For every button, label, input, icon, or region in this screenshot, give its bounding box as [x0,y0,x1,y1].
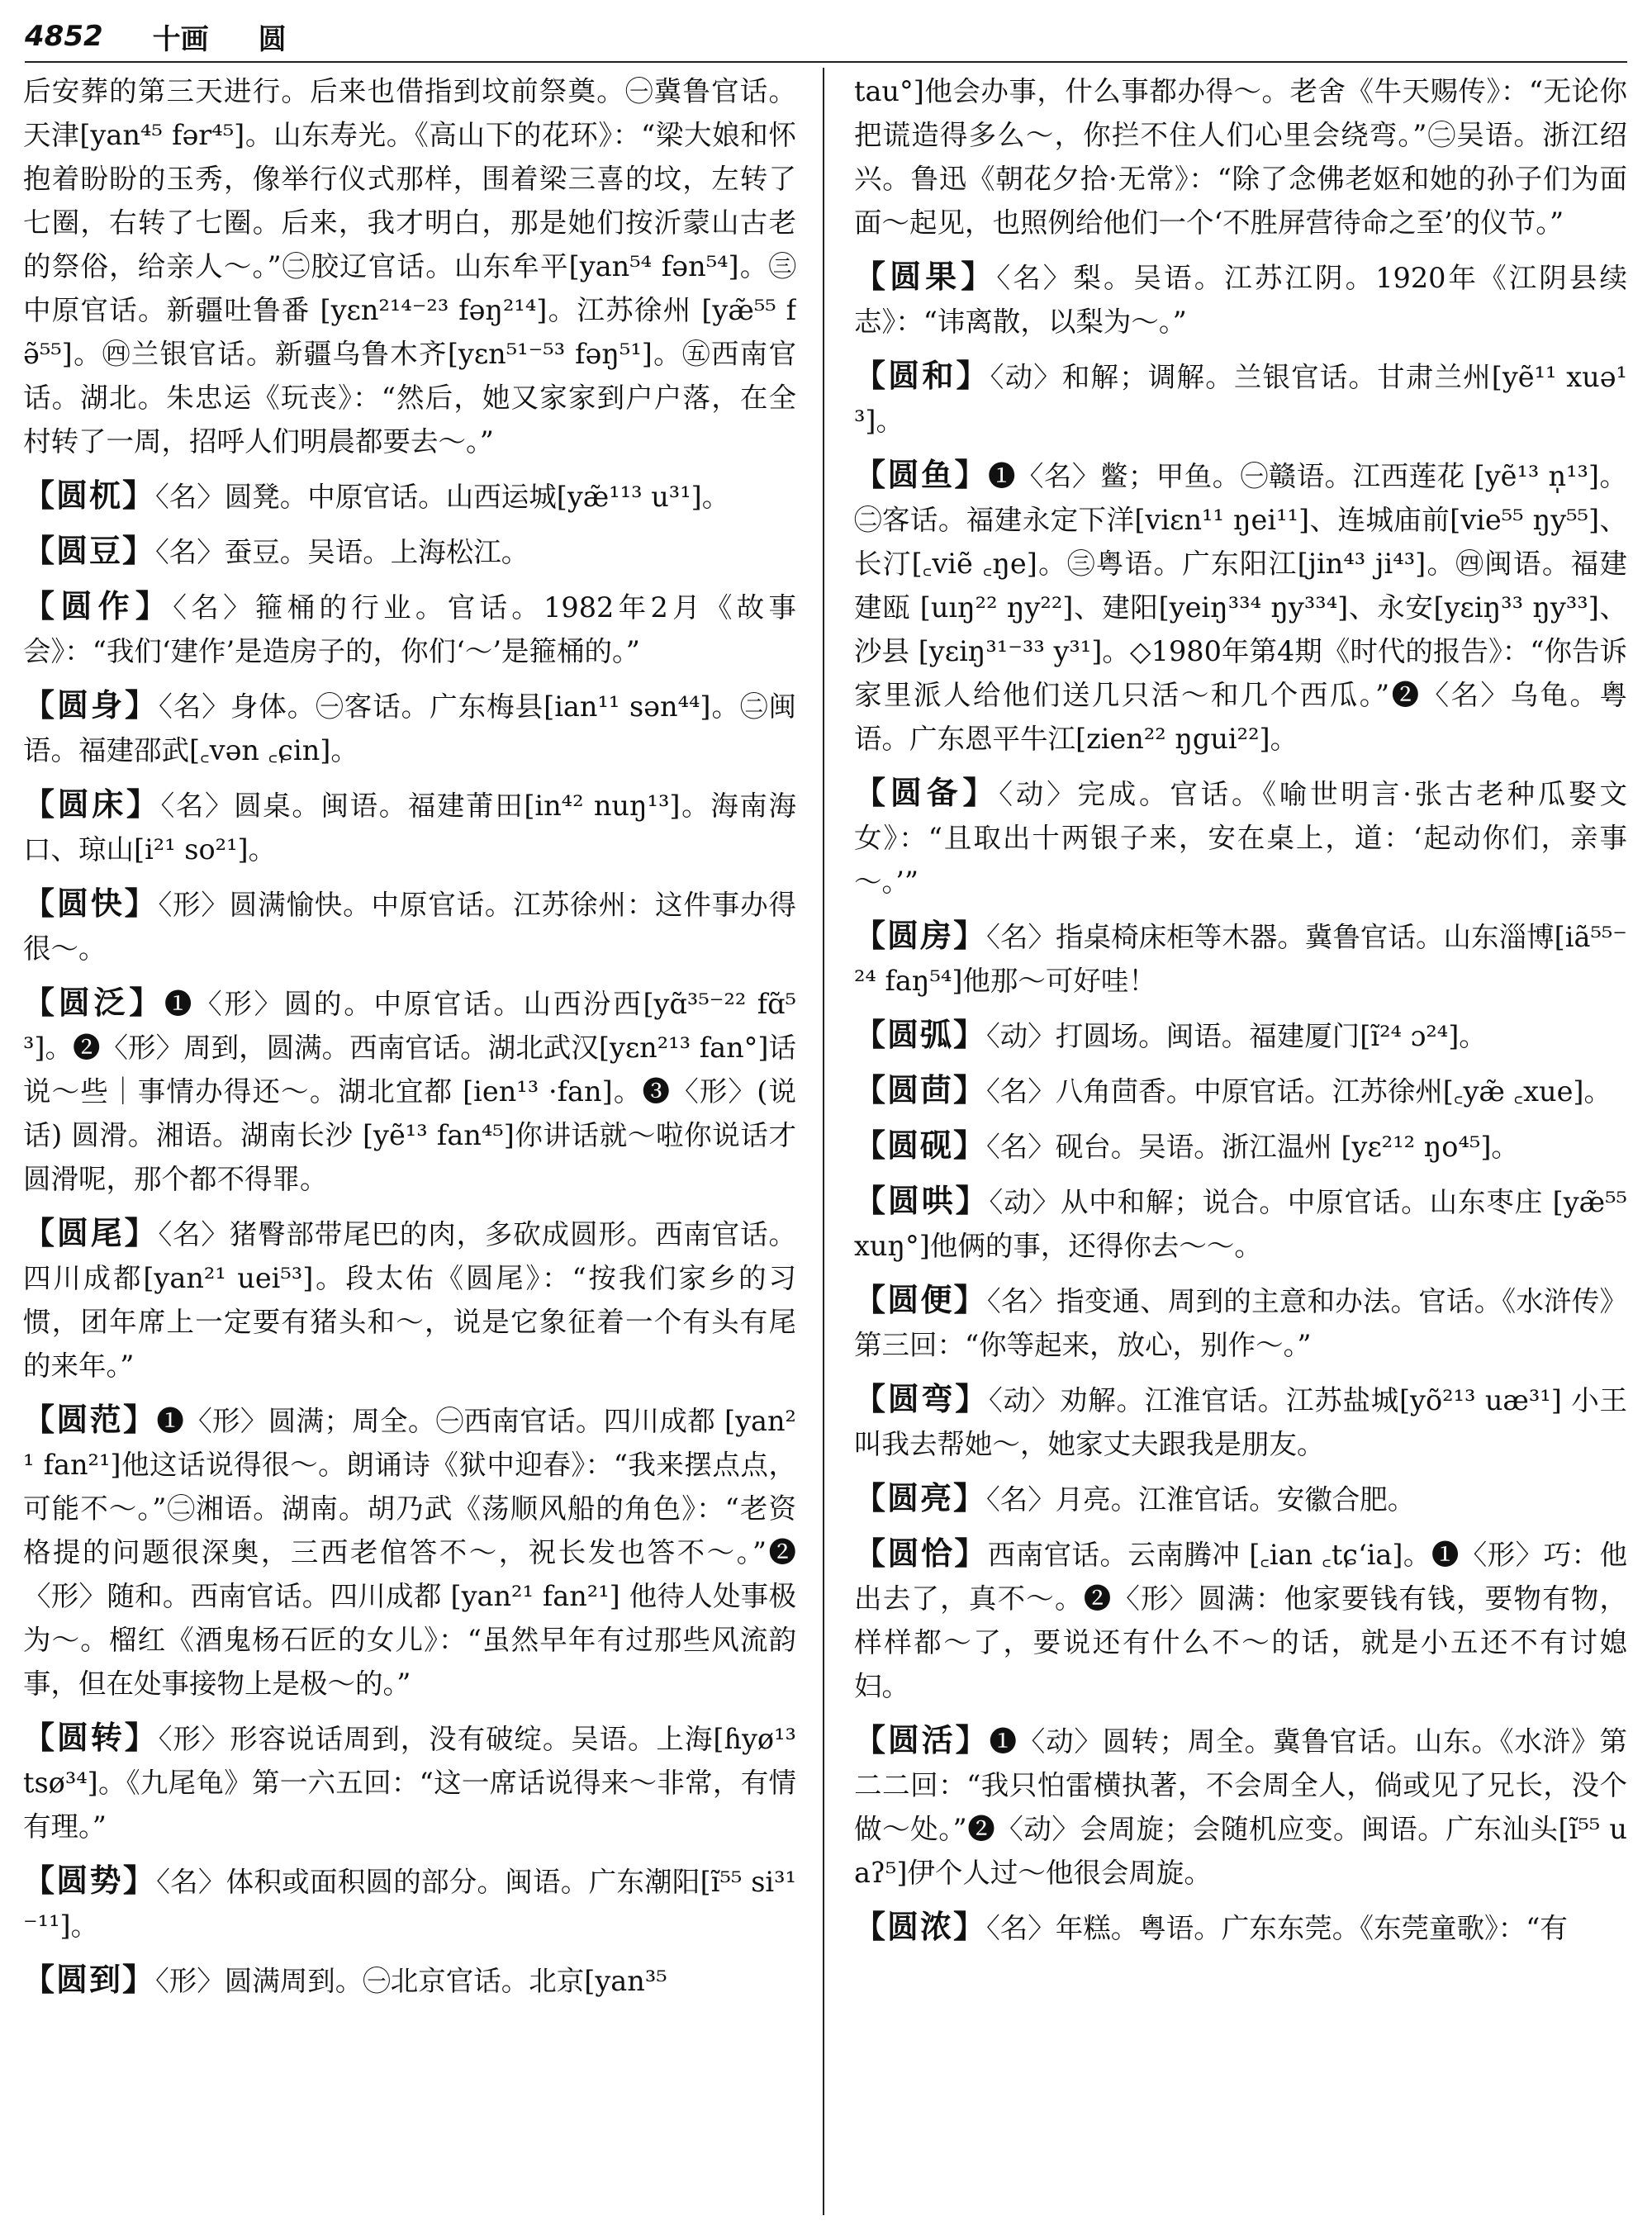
entry-definition: 〈名〉身体。㊀客话。广东梅县[ian¹¹ sən⁴⁴]。㊁闽语。福建邵武[꜀vən ꜀ɕin]。 [23,690,796,766]
dictionary-entry [854,453,1627,761]
entry-headword: 【圆弯】 [854,1380,989,1417]
entry-definition: 〈名〉圆凳。中原官话。山西运城[yæ̃¹¹³ u³¹]。 [155,481,730,513]
entry-definition: 〈名〉箍桶的行业。官话。1982年2月《故事会》：“我们‘建作’是造房子的，你们‘～’是箍桶的。” [23,591,796,667]
dictionary-entry [854,1278,1627,1367]
dictionary-entry [854,353,1627,443]
entry-definition: 〈名〉指桌椅床柜等木器。冀鲁官话。山东淄博[iã⁵⁵⁻²⁴ faŋ⁵⁴]他那～可好哇！ [854,921,1627,997]
dictionary-entry [23,782,796,871]
entry-definition: ❶〈动〉圆转；周全。冀鲁官话。山东。《水浒》第二二回：“我只怕雷横执著，不会周全人，倘或见了兄长，没个做～处。”❷〈动〉会周旋；会随机应变。闽语。广东汕头[ĩ⁵⁵ uaʔ⁵]伊个人过～他很会周旋。 [854,1725,1627,1889]
entry-definition: 〈形〉形容说话周到，没有破绽。吴语。上海[ɦyø¹³ tsø³⁴]。《九尾龟》第一六五回：“这一席话说得来～非常，有情有理。” [23,1723,796,1843]
dictionary-entry [23,1397,796,1706]
dictionary-entry [854,1718,1627,1895]
dictionary-entry [23,1715,796,1848]
headword-character: 圆 [258,22,287,56]
entry-definition: 〈名〉猪臀部带尾巴的肉，多砍成圆形。西南官话。四川成都[yan²¹ uei⁵³]。段太佑《圆尾》：“按我们家乡的习惯，团年席上一定要有猪头和～，说是它象征着一个有头有尾的来年。” [23,1218,796,1382]
entry-headword: 【圆便】 [854,1281,987,1318]
entry-headword: 【圆茴】 [854,1071,987,1108]
entry-definition: 〈名〉指变通、周到的主意和办法。官话。《水浒传》第三回：“你等起来，放心，别作～。” [854,1285,1627,1361]
entry-definition: 〈名〉梨。吴语。江苏江阴。1920年《江阴县续志》：“讳离散，以梨为～。” [854,262,1627,338]
entry-definition: 〈动〉从中和解；说合。中原官话。山东枣庄 [yæ̃⁵⁵ xuŋ°]他俩的事，还得你去～～。 [854,1186,1627,1262]
entry-headword: 【圆泛】 [23,984,164,1021]
entry-headword: 【圆豆】 [23,532,156,569]
dictionary-entry [854,1905,1627,1950]
dictionary-entry [23,980,796,1201]
right-column [854,69,1627,2217]
entry-definition: 〈动〉完成。官话。《喻世明言·张古老种瓜娶文女》：“且取出十两银子来，安在桌上，道：‘起动你们，亲事～。’” [854,778,1627,898]
entry-headword: 【圆到】 [23,1961,156,1998]
entry-headword: 【圆恰】 [854,1535,988,1572]
entry-definition: ❶〈名〉鳖；甲鱼。㊀赣语。江西莲花 [yẽ¹³ n̩¹³]。㊁客话。福建永定下洋[viɛn¹¹ ŋei¹¹]、连城庙前[vie⁵⁵ ŋy⁵⁵]、长汀[꜀viẽ ꜀ŋe]。㊂粤语。广东阳江[jin⁴³ ji⁴³]。㊃闽语。福建建瓯 [uıŋ²² ŋy²²]、建阳[yeiŋ³³⁴ ŋy³³⁴]、永安[yɛiŋ³³ ŋy³³]、沙县 [yɛiŋ³¹⁻³³ y³¹]。◇1980年第4期《时代的报告》：“你告诉家里派人给他们送几只活～和几个西瓜。”❷〈名〉乌龟。粤语。广东恩平牛江[zien²² ŋgui²²]。 [854,460,1627,755]
entry-headword: 【圆作】 [23,587,173,624]
dictionary-entry [854,1531,1627,1708]
dictionary-entry [23,529,796,574]
left-entry-list [23,473,796,2003]
page-number: 4852 [25,20,103,53]
entry-definition: 西南官话。云南腾冲 [꜀ian ꜀tɕʻia]。❶〈形〉巧：他出去了，真不～。❷〈形〉圆满：他家要钱有钱，要物有物，样样都～了，要说还有什么不～的话，就是小五还不有讨媳妇。 [854,1539,1627,1702]
entry-headword: 【圆亮】 [854,1479,987,1516]
entry-definition: 〈名〉八角茴香。中原官话。江苏徐州[꜀yæ̃ ꜀xue]。 [986,1075,1612,1108]
dictionary-entry [854,1013,1627,1058]
column-divider [823,68,824,2215]
entry-definition: 〈动〉和解；调解。兰银官话。甘肃兰州[yẽ¹¹ xuə¹³]。 [854,361,1627,437]
entry-definition: 〈名〉砚台。吴语。浙江温州 [yɛ²¹² ŋo⁴⁵]。 [986,1131,1519,1163]
header-rule [25,61,1627,63]
dictionary-entry [854,1068,1627,1113]
entry-headword: 【圆哄】 [854,1182,990,1219]
dictionary-entry [854,771,1627,904]
dictionary-entry [23,473,796,519]
entry-headword: 【圆床】 [23,785,161,823]
dictionary-entry [854,1179,1627,1268]
entry-definition: 〈形〉圆满周到。㊀北京官话。北京[yan³⁵ [155,1965,667,1997]
entry-headword: 【圆快】 [23,885,159,922]
entry-headword: 【圆果】 [854,258,997,295]
dictionary-entry [854,254,1627,344]
dictionary-entry [854,1476,1627,1521]
entry-headword: 【圆砚】 [854,1127,987,1164]
entry-headword: 【圆杌】 [23,477,156,514]
dictionary-entry [23,1957,796,2003]
entry-headword: 【圆鱼】 [854,456,988,493]
dictionary-entry [854,1123,1627,1169]
entry-definition: 〈名〉体积或面积圆的部分。闽语。广东潮阳[ĩ⁵⁵ si³¹⁻¹¹]。 [23,1866,796,1942]
dictionary-entry [23,881,796,970]
entry-headword: 【圆浓】 [854,1908,987,1945]
entry-headword: 【圆转】 [23,1719,159,1756]
right-entry-list [854,254,1627,1950]
dictionary-entry [23,1858,796,1948]
entry-definition: 〈动〉打圆场。闽语。福建厦门[ĩ²⁴ ɔ²⁴]。 [986,1020,1487,1052]
entry-headword: 【圆身】 [23,686,159,724]
page-header [25,17,1627,56]
entry-headword: 【圆活】 [854,1721,990,1758]
dictionary-entry [854,913,1627,1003]
dictionary-entry [23,584,796,673]
entry-headword: 【圆势】 [23,1862,157,1899]
continued-entry-text: 后安葬的第三天进行。后来也借指到坟前祭奠。㊀冀鲁官话。天津[yan⁴⁵ fər⁴⁵]。山东寿光。《高山下的花环》：“梁大娘和怀抱着盼盼的玉秀，像举行仪式那样，围着梁三喜的坟，左转了七圈，右转了七圈。后来，我才明白，那是她们按沂蒙山古老的祭俗，给亲人～。”㊁胶辽官话。山东牟平[yan⁵⁴ fən⁵⁴]。㊂中原官话。新疆吐鲁番 [yɛn²¹⁴⁻²³ fəŋ²¹⁴]。江苏徐州 [yæ̃⁵⁵ fə̃⁵⁵]。㊃兰银官话。新疆乌鲁木齐[yɛn⁵¹⁻⁵³ fəŋ⁵¹]。㊄西南官话。湖北。朱忠运《玩丧》：“然后，她又家家到户户落，在全村转了一周，招呼人们明晨都要去～。” [23,75,796,458]
entry-definition: 〈形〉圆满愉快。中原官话。江苏徐州：这件事办得很～。 [23,889,796,965]
entry-definition: 〈名〉圆桌。闽语。福建莆田[in⁴² nuŋ¹³]。海南海口、琼山[i²¹ so²¹]。 [23,790,796,866]
section-label: 十画 [152,22,209,56]
dictionary-entry [854,1377,1627,1466]
dictionary-entry [23,1211,796,1388]
continued-entry-text: tau°]他会办事，什么事都办得～。老舍《牛天赐传》：“无论你把谎造得多么～，你拦不住人们心里会绕弯。”㊁吴语。浙江绍兴。鲁迅《朝花夕拾·无常》：“除了念佛老妪和她的孙子们为面面～起见，也照例给他们一个‘不胜屏营待命之至’的仪节。” [854,75,1627,239]
entry-headword: 【圆房】 [854,917,987,954]
dictionary-entry [23,683,796,772]
entry-headword: 【圆弧】 [854,1016,987,1053]
entry-headword: 【圆和】 [854,357,990,394]
entry-definition: 〈名〉月亮。江淮官话。安徽合肥。 [986,1483,1416,1516]
entry-definition: ❶〈形〉圆满；周全。㊀西南官话。四川成都 [yan²¹ fan²¹]他这话说得很～。朗诵诗《狱中迎春》：“我来摆点点，可能不～。”㊁湘语。湖南。胡乃武《荡顺风船的角色》：“老资格提的问题很深奥，三西老倌答不～，祝长发也答不～。”❷〈形〉随和。西南官话。四川成都 [yan²¹ fan²¹] 他待人处事极为～。榴红《酒鬼杨石匠的女儿》：“虽然早年有过那些风流韵事，但在处事接物上是极～的。” [23,1405,796,1700]
entry-headword: 【圆备】 [854,774,999,811]
entry-definition: 〈名〉蚕豆。吴语。上海松江。 [155,536,529,568]
entry-definition: 〈动〉劝解。江淮官话。江苏盐城[yõ²¹³ uæ³¹] 小王叫我去帮她～，她家丈夫跟我是朋友。 [854,1384,1627,1460]
entry-definition: ❶〈形〉圆的。中原官话。山西汾西[yɑ̃³⁵⁻²² fɑ̃⁵³]。❷〈形〉周到，圆满。西南官话。湖北武汉[yɛn²¹³ fan°]话说～些｜事情办得还～。湖北宜都 [ien¹³ ·fan]。❸〈形〉(说话) 圆滑。湘语。湖南长沙 [yẽ¹³ fan⁴⁵]你讲话就～啦你说话才圆滑呢，那个都不得罪。 [23,988,796,1195]
entry-headword: 【圆尾】 [23,1214,159,1251]
left-column [23,69,796,2217]
entry-definition: 〈名〉年糕。粤语。广东东莞。《东莞童歌》：“有 [986,1912,1568,1944]
entry-headword: 【圆范】 [23,1401,157,1438]
